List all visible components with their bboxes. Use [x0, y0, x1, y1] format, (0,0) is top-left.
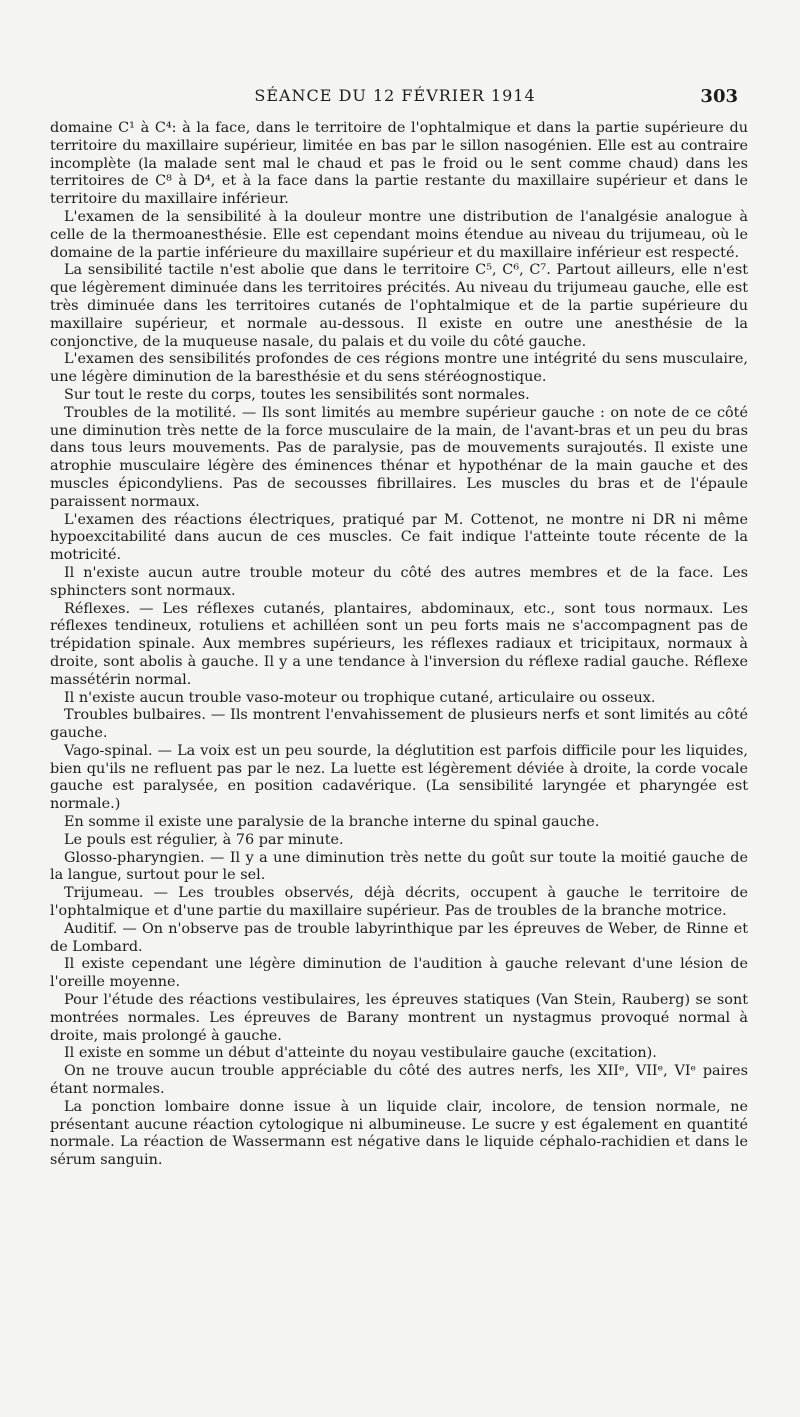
paragraph: On ne trouve aucun trouble appréciable du côté des autres nerfs, les XIIᵉ, VIIᵉ, VIᵉ paires étant normales.	[50, 1063, 748, 1098]
paragraph: Glosso-pharyngien. — Il y a une diminution très nette du goût sur toute la moitié gauche de la langue, surtout pour le sel.	[50, 849, 748, 884]
running-header	[52, 86, 738, 112]
paragraph: Réflexes. — Les réflexes cutanés, plantaires, abdominaux, etc., sont tous normaux. Les réflexes tendineux, rotuliens et achilléen sont un peu forts mais ne s'accompagnent pas de trépidation spinale. Aux membres supérieurs, les réflexes radiaux et tricipitaux, normaux à droite, sont abolis à gauche. Il y a une tendance à l'inversion du réflexe radial gauche. Réflexe massétérin normal.	[50, 600, 748, 688]
paragraph: Le pouls est régulier, à 76 par minute.	[64, 831, 344, 848]
paragraph: L'examen des sensibilités profondes de ces régions montre une intégrité du sens musculaire, une légère diminution de la baresthésie et du sens stéréognostique.	[50, 351, 748, 386]
header-title: SÉANCE DU 12 FÉVRIER 1914	[254, 86, 536, 105]
paragraph: Il n'existe aucun trouble vaso-moteur ou trophique cutané, articulaire ou osseux.	[64, 689, 656, 706]
paragraph: Troubles bulbaires. — Ils montrent l'envahissement de plusieurs nerfs et sont limités au côté gauche.	[50, 707, 748, 742]
paragraph: Vago-spinal. — La voix est un peu sourde, la déglutition est parfois difficile pour les liquides, bien qu'ils ne refluent pas par le nez. La luette est légèrement déviée à droite, la corde vocale gauche est paralysée, en position cadavérique. (La sensibilité laryngée et pharyngée est normale.)	[50, 742, 748, 813]
paragraph: L'examen de la sensibilité à la douleur montre une distribution de l'analgésie analogue à celle de la thermoanesthésie. Elle est cependant moins étendue au niveau du trijumeau, où le domaine de la partie inférieure du maxillaire supérieur et du maxillaire inférieur est respecté.	[50, 208, 748, 261]
page-number: 303	[700, 86, 738, 107]
paragraph: domaine C¹ à C⁴: à la face, dans le territoire de l'ophtalmique et dans la partie supérieure du territoire du maxillaire supérieur, limitée en bas par le sillon nasogénien. Elle est au contraire incomplète (la malade sent mal le chaud et pas le froid ou le sent comme chaud) dans les territoires de C⁸ à D⁴, et à la face dans la partie restante du maxillaire supérieur et dans le territoire du maxillaire inférieur.	[50, 120, 748, 208]
paragraph: Pour l'étude des réactions vestibulaires, les épreuves statiques (Van Stein, Rauberg) se sont montrées normales. Les épreuves de Barany montrent un nystagmus provoqué normal à droite, mais prolongé à gauche.	[50, 992, 748, 1044]
paragraph: L'examen des réactions électriques, pratiqué par M. Cottenot, ne montre ni DR ni même hypoexcitabilité dans aucun de ces muscles. Ce fait indique l'atteinte toute récente de la motricité.	[50, 511, 748, 564]
paragraph: Il existe en somme un début d'atteinte du noyau vestibulaire gauche (excitation).	[64, 1045, 657, 1062]
paragraph: La sensibilité tactile n'est abolie que dans le territoire C⁵, C⁶, C⁷. Partout ailleurs, elle n'est que légèrement diminuée dans les territoires précités. Au niveau du trijumeau gauche, elle est très diminuée dans les territoires cutanés de l'ophtalmique et de la partie supérieure du maxillaire supérieur, et normale au-dessous. Il existe en outre une anesthésie de la conjonctive, de la muqueuse nasale, du palais et du voile du côté gauche.	[50, 262, 748, 350]
paragraph: Sur tout le reste du corps, toutes les sensibilités sont normales.	[64, 386, 530, 403]
paragraph: Trijumeau. — Les troubles observés, déjà décrits, occupent à gauche le territoire de l'ophtalmique et d'une partie du maxillaire supérieur. Pas de troubles de la branche motrice.	[50, 885, 748, 920]
article-body	[50, 120, 748, 1170]
paragraph: En somme il existe une paralysie de la branche interne du spinal gauche.	[64, 814, 600, 831]
paragraph: Il n'existe aucun autre trouble moteur du côté des autres membres et de la face. Les sphincters sont normaux.	[50, 564, 748, 599]
paragraph: Il existe cependant une légère diminution de l'audition à gauche relevant d'une lésion de l'oreille moyenne.	[50, 956, 748, 991]
paragraph: Troubles de la motilité. — Ils sont limités au membre supérieur gauche : on note de ce côté une diminution très nette de la force musculaire de la main, de l'avant-bras et un peu du bras dans tous leurs mouvements. Pas de paralysie, pas de mouvements surajoutés. Il existe une atrophie musculaire légère des éminences thénar et hypothénar de la main gauche et des muscles épicondyliens. Pas de secousses fibrillaires. Les muscles du bras et de l'épaule paraissent normaux.	[50, 404, 748, 510]
paragraph: Auditif. — On n'observe pas de trouble labyrinthique par les épreuves de Weber, de Rinne et de Lombard.	[50, 920, 748, 955]
paragraph: La ponction lombaire donne issue à un liquide clair, incolore, de tension normale, ne présentant aucune réaction cytologique ni albumineuse. Le sucre y est également en quantité normale. La réaction de Wassermann est négative dans le liquide céphalo-rachidien et dans le sérum sanguin.	[50, 1098, 748, 1169]
